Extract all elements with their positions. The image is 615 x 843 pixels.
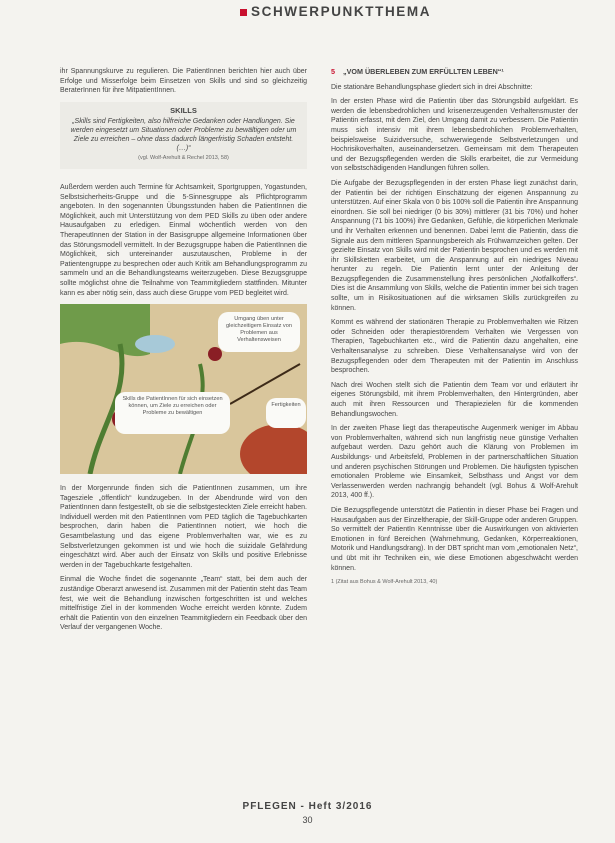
page-number: 30 [302,815,313,825]
left-paragraph-4: Einmal die Woche findet die sogenannte „Team“ statt, bei dem auch der zuständige Oberarzt anwesend ist. Zusammen mit der Patientin steht das Team fest, wie weit die Behandlung inzwischen fortgeschritten ist und welches mittelfristige Ziel in der kommenden Woche erreicht werden könnte. Zudem erhält die Patientin von den einzelnen Teammitgliedern ein Feedback über den Verlauf der vergangenen Woche. [60,576,307,632]
left-paragraph-3: In der Morgenrunde finden sich die PatientInnen zusammen, um ihre Tagesziele „öffentlich“ kundzugeben. In der Abendrunde wird von den PatientInnen dann festgestellt, ob sie die selbstgesteckten Ziele erreicht haben. Individuell werden mit den PatientInnen vom PED täglich die Tagebuchkarten besprochen, darin haben die PatientInnen notiert, wie hoch die Gesamtbelastung und das eigene Problemverhalten war, wie es zu Selbstverletzungen gekommen ist und wie hoch die suizidale Gefährdung eingeschätzt wird. Aber auch der Einsatz von Skills und positive Erlebnisse werden in der Tagebuchkarte festgehalten. [60,485,307,569]
skills-box [60,102,307,169]
section-heading-text: „VOM ÜBERLEBEN ZUM ERFÜLLTEN LEBEN“¹ [343,67,504,76]
quote-bubble-top: Umgang üben unter gleichzeitigem Einsatz von Problemen aus Verhaltensweisen [218,312,300,352]
right-paragraph-1: Die stationäre Behandlungsphase gliedert sich in drei Abschnitte: [331,83,533,91]
section-heading [331,67,578,77]
footnote: 1 (Zitat aus Bohus & Wolf-Arehult 2013, 40) [331,579,438,586]
right-paragraph-4: Kommt es während der stationären Therapie zu Problemverhalten wie Ritzen oder Schneiden oder therapiestörendem Verhalten wie Vergessen von Therapien, Tagebuchkarten etc., wird die Patientin dazu angehalten, eine Verhaltensanalyse zu schreiben. Diese Verhaltensanalyse wird von der Bezugspflegenden oder dem Therapeuten mit der Patientin im Anschluss besprochen. [331,319,578,375]
right-paragraph-2: In der ersten Phase wird die Patientin über das Störungsbild aufgeklärt. Es werden die lebensbedrohlichen und krisenerzeugenden Verhaltensmuster der Patientin erfasst, mit dem Ziel, den Umgang damit zu verbessern. Die Patientin muss sich intensiv mit ihrem lebensbedrohlichen Problemverhalten, beispielsweise Suizidversuche, schwerwiegende Selbstverletzungen und Hochrisikoverhalten, auseinandersetzen. Gemeinsam mit dem Therapeuten und der Bezugspflegenden werden die Skills erarbeitet, die zur Vermeidung von selbstschädigenden Handlungen führen sollen. [331,98,578,173]
quote-bubble-right: Fertigkeiten [266,398,306,428]
left-column [60,67,307,638]
right-column [331,67,578,588]
red-square-icon [240,9,247,16]
quote-bubble-middle: Skills die PatientInnen für sich einsetzen können, um Ziele zu erreichen oder Probleme zu bewältigen [115,392,230,434]
left-paragraph-2: Außerdem werden auch Termine für Achtsamkeit, Sportgruppen, Yogastunden, Selbstsicherheits-Gruppe und die 5-Sinnesgruppe als Pflichtprogramm angeboten. In den sogenannten Übungsstunden haben die PatientInnen die Möglichkeit, auch mit Unterstützung von dem PED Skills zu üben oder andere Hausaufgaben zu erledigen. Einmal wöchentlich werden von den TherapeutInnen der Station in der Basisgruppe allgemeine Informationen über das Störungsmodell vermittelt. In der Bezugsgruppe haben die PatientInnen die Möglichkeit, sich untereinander auszutauschen, Probleme in der Patientengruppe zu besprechen oder auch Kritik am Behandlungsprogramm zu sammeln und an die Behandlungsteams weiterzugeben. Diese Bezugsgruppe sollte möglichst ohne die Teilnahme von Teammitgliedern stattfinden. Mitunter kann es aber nötig sein, dass auch diese Gruppe vom PED begleitet wird. [60,183,307,297]
section-title: SCHWERPUNKTTHEMA [251,4,432,19]
right-paragraph-6: In der zweiten Phase liegt das therapeutische Augenmerk weniger im Abbau von Problemverhalten, während sich nun langfristig neue günstige Verhalten aufgebaut werden. Dazu gehört auch die Klärung von Problemen im Ausbildungs- und Arbeitsfeld, Problemen in der partnerschaftlichen Situation und anderen psychischen Störungen und Problemen. Die häufigsten typischen emotionalen Probleme wie Einsamkeit, Selbsthass und Angst vor dem Verlassenwerden werden nachrangig behandelt (vgl. Bohus & Wolf-Arehult 2013, 400 ff.). [331,425,578,500]
journal-footer: PFLEGEN - Heft 3/2016 [242,801,373,812]
skills-photo [60,304,307,474]
right-paragraph-3: Die Aufgabe der Bezugspflegenden in der ersten Phase liegt zunächst darin, der Patientin bei der richtigen Einschätzung der eigenen Anspannung zu unterstützen. Auf einer Skala von 0 bis 100% soll die Patientin ihre Anspannung einordnen. Sie soll bei niedriger (0 bis 30%) mittlerer (31 bis 70%) und hoher Anspannung (71 bis 100%) ihre Gedanken, Gefühle, die körperlichen Merkmale und ihr Verhalten erkennen und benennen. Dabei lernt die Patientin, dass die Signale aus dem mittleren Spannungsbereich als Frühwarnzeichen gelten. Der gezielte Einsatz von Skills wird mit der Patientin besprochen und es werden mit ihr Skillsketten erarbeitet, um die Anspannung auf ein niedriges Niveau herunter zu regeln. Die Patientin lernt unter der Anleitung der Bezugspflegenden die Zusammenstellung ihres persönlichen „Notfallkoffers“. Dies ist die Ansammlung von Skills, welche die Patientin immer bei sich tragen sollte, um in Risikosituationen auf die wirksamen Skills zurückgreifen zu können. [331,179,578,312]
section-number: 5 [331,67,335,76]
right-paragraph-7: Die Bezugspflegende unterstützt die Patientin in dieser Phase bei Fragen und Hausaufgaben aus der Einzeltherapie, der Skill-Gruppe oder anderen Gruppen. So vermittelt der PatientIn Kenntnisse über die Auswirkungen von aktivierten Emotionen in fünf Bereichen (Wahrnehmung, Gedanken, Körperreaktionen, Motorik und Handlungsdrang). In der DBT spricht man vom „emotionalen Netz“, und übt mit ihr Techniken ein, wie diese Emotionen abgeschwächt werden können. [331,506,578,572]
skills-box-title: SKILLS [170,105,197,115]
page-header [0,0,615,46]
left-paragraph-1: ihr Spannungskurve zu regulieren. Die PatientInnen berichten hier auch über Erfolge und Misserfolge beim Einsetzen von Skills und sind so gleichzeitig BeraterInnen für ihre MitpatientInnen. [60,68,307,95]
skills-box-quote: „Skills sind Fertigkeiten, also hilfreiche Gedanken oder Handlungen. Sie werden eingesetzt um Situationen oder Probleme zu bewältigen oder um Ziele zu erreichen – ohne dass dadurch längerfristig Schaden entsteht. (…)“ [70,118,297,153]
skills-box-source: (vgl. Wolf-Arehult & Rechel 2013, 58) [138,155,229,162]
right-paragraph-5: Nach drei Wochen stellt sich die Patientin dem Team vor und erläutert ihr eigenes Störungsbild, mit ihrem Problemverhalten, den Hintergründen, aber auch mit ihren Ressourcen und Therapiezielen für die kommenden Behandlungswochen. [331,381,578,418]
